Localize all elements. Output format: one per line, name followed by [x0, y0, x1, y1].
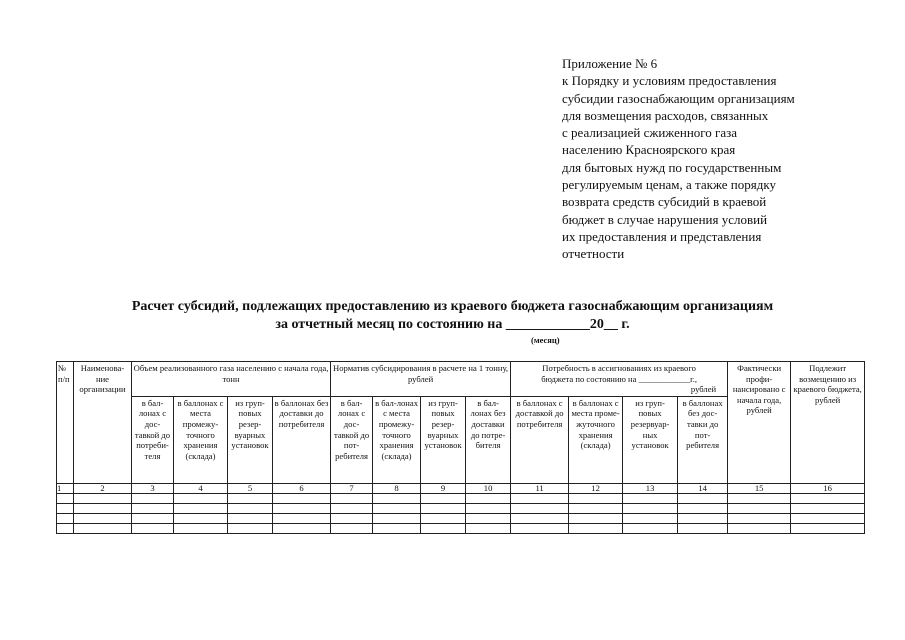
subheader-cell: из груп-повых резер-вуарных установок: [228, 396, 273, 483]
empty-cell: [791, 503, 865, 513]
empty-cell: [623, 503, 678, 513]
subheader-cell: в бал-лонах с места промежу-точного хранения (склада): [373, 396, 421, 483]
header-need-line: рублей: [690, 384, 717, 395]
empty-cell: [331, 493, 373, 503]
appendix-line: отчетности: [562, 246, 625, 262]
empty-cell: [791, 513, 865, 523]
column-number: 4: [174, 483, 228, 493]
empty-cell: [511, 503, 569, 513]
empty-cell: [511, 513, 569, 523]
column-number: 5: [228, 483, 273, 493]
header-row: [57, 362, 865, 397]
document-title: Расчет субсидий, подлежащих предоставлению из краевого бюджета газоснабжающим организациям: [131, 299, 774, 314]
empty-cell: [132, 523, 174, 533]
empty-cell: [569, 503, 623, 513]
empty-cell: [74, 523, 132, 533]
appendix-line: к Порядку и условиям предоставления: [562, 73, 777, 89]
empty-cell: [57, 513, 74, 523]
empty-cell: [174, 503, 228, 513]
empty-cell: [174, 523, 228, 533]
appendix-line: с реализацией сжиженного газа: [562, 125, 738, 141]
appendix-line: регулируемым ценам, а также порядку: [562, 177, 776, 193]
appendix-line: Приложение № 6: [562, 56, 658, 71]
empty-cell: [678, 513, 728, 523]
column-number-row: [57, 483, 865, 493]
empty-cell: [57, 503, 74, 513]
table-row: [57, 503, 865, 513]
empty-cell: [421, 503, 466, 513]
table-row: [57, 523, 865, 533]
empty-cell: [466, 493, 511, 503]
header-need-line: бюджета по состоянию на ____________г.,: [541, 373, 698, 384]
empty-cell: [373, 523, 421, 533]
empty-cell: [74, 493, 132, 503]
empty-cell: [421, 513, 466, 523]
empty-cell: [174, 513, 228, 523]
column-number: 15: [728, 483, 791, 493]
header-financed: Фактически профи-нансировано с начала года, рублей: [728, 362, 791, 484]
header-need-line: Потребность в ассигнованиях из краевого: [542, 363, 696, 373]
empty-cell: [511, 523, 569, 533]
column-number: 16: [791, 483, 865, 493]
appendix-line: субсидии газоснабжающим организациям: [562, 90, 795, 106]
column-number: 3: [132, 483, 174, 493]
empty-cell: [728, 503, 791, 513]
empty-cell: [273, 493, 331, 503]
column-number: 2: [74, 483, 132, 493]
header-need: [511, 362, 728, 397]
empty-cell: [728, 513, 791, 523]
empty-cell: [373, 493, 421, 503]
header-volume: Объем реализованного газа населению с начала года, тонн: [132, 362, 331, 397]
empty-cell: [373, 513, 421, 523]
empty-cell: [331, 503, 373, 513]
appendix-line: населению Красноярского края: [562, 142, 736, 158]
empty-cell: [728, 523, 791, 533]
subheader-cell: в бал-лонах с дос-тавкой до пот-ребителя: [331, 396, 373, 483]
empty-cell: [678, 523, 728, 533]
subheader-cell: из груп-повых резер-вуарных установок: [421, 396, 466, 483]
empty-cell: [569, 523, 623, 533]
subsidy-table: [56, 361, 865, 534]
empty-cell: [569, 513, 623, 523]
empty-cell: [132, 503, 174, 513]
header-num: № п/п: [57, 362, 74, 484]
empty-cell: [623, 513, 678, 523]
header-norm: Норматив субсидирования в расчете на 1 тонну, рублей: [331, 362, 511, 397]
column-number: 9: [421, 483, 466, 493]
empty-cell: [569, 493, 623, 503]
month-caption: (месяц): [531, 335, 560, 345]
empty-cell: [791, 493, 865, 503]
empty-cell: [466, 513, 511, 523]
empty-cell: [273, 513, 331, 523]
header-refund: Подлежит возмещению из краевого бюджета, рублей: [791, 362, 865, 484]
empty-cell: [511, 493, 569, 503]
empty-cell: [466, 523, 511, 533]
appendix-line: бюджет в случае нарушения условий: [562, 211, 768, 227]
column-number: 11: [511, 483, 569, 493]
empty-cell: [728, 493, 791, 503]
subheader-cell: в баллонах с места промежу-точного хранения (склада): [174, 396, 228, 483]
empty-cell: [466, 503, 511, 513]
subheader-cell: в баллонах без дос-тавки до пот-ребителя: [678, 396, 728, 483]
column-number: 14: [678, 483, 728, 493]
appendix-line: возврата средств субсидий в краевой: [562, 194, 767, 210]
appendix-line: их предоставления и представления: [562, 228, 762, 244]
empty-cell: [57, 493, 74, 503]
empty-cell: [331, 513, 373, 523]
appendix-line: для возмещения расходов, связанных: [562, 107, 769, 123]
appendix-note: [562, 55, 862, 263]
empty-cell: [74, 513, 132, 523]
subheader-cell: из груп-повых резервуар-ных установок: [623, 396, 678, 483]
subheader-cell: в бал-лонах без доставки до потре-бителя: [466, 396, 511, 483]
subheader-cell: в бал-лонах с дос-тавкой до потреби-теля: [132, 396, 174, 483]
empty-cell: [273, 503, 331, 513]
empty-cell: [373, 503, 421, 513]
empty-cell: [678, 493, 728, 503]
empty-cell: [421, 493, 466, 503]
empty-cell: [273, 523, 331, 533]
subheader-cell: в баллонах без доставки до потребителя: [273, 396, 331, 483]
empty-cell: [57, 523, 74, 533]
empty-cell: [678, 503, 728, 513]
header-name: Наименова-ние организации: [74, 362, 132, 484]
column-number: 1: [57, 483, 74, 493]
empty-cell: [174, 493, 228, 503]
empty-cell: [791, 523, 865, 533]
column-number: 7: [331, 483, 373, 493]
column-number: 8: [373, 483, 421, 493]
table-row: [57, 513, 865, 523]
column-number: 13: [623, 483, 678, 493]
empty-cell: [421, 523, 466, 533]
empty-cell: [228, 513, 273, 523]
empty-cell: [623, 523, 678, 533]
subheader-cell: в баллонах с доставкой до потребителя: [511, 396, 569, 483]
empty-cell: [132, 493, 174, 503]
table-row: [57, 493, 865, 503]
column-number: 10: [466, 483, 511, 493]
column-number: 12: [569, 483, 623, 493]
empty-cell: [623, 493, 678, 503]
subheader-cell: в баллонах с места проме-жуточного хранения (склада): [569, 396, 623, 483]
empty-cell: [132, 513, 174, 523]
empty-cell: [228, 523, 273, 533]
appendix-line: для бытовых нужд по государственным: [562, 159, 782, 175]
empty-cell: [228, 503, 273, 513]
empty-cell: [74, 503, 132, 513]
empty-cell: [228, 493, 273, 503]
document-subtitle-date: за отчетный месяц по состоянию на ____________20__ г.: [275, 317, 630, 332]
column-number: 6: [273, 483, 331, 493]
empty-cell: [331, 523, 373, 533]
